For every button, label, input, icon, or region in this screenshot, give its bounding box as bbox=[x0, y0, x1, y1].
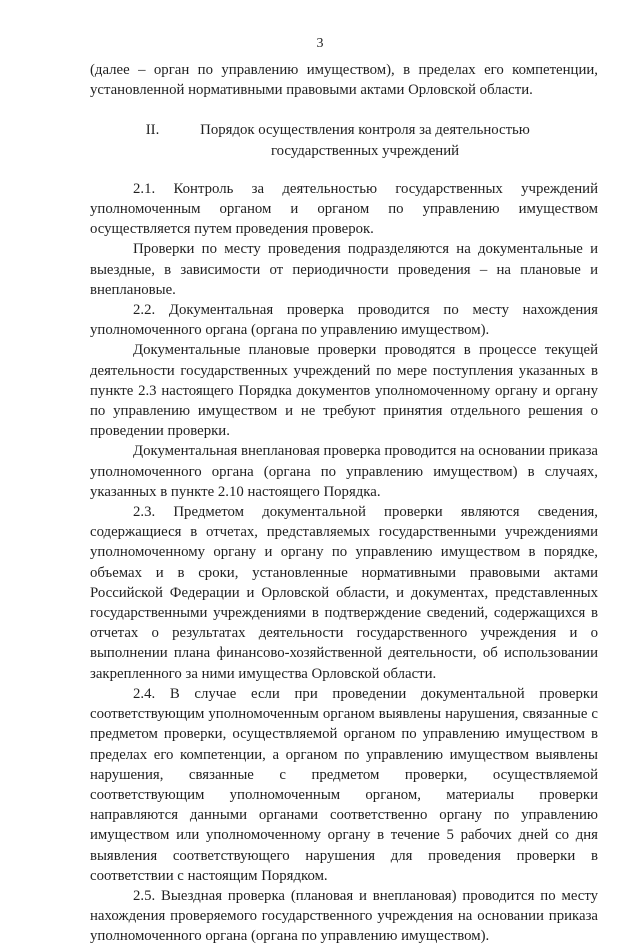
section-heading bbox=[90, 120, 598, 160]
paragraph: 2.1. Контроль за деятельностью государственных учреждений уполномоченным органом и органом по управлению имуществом осуществляется путем проведения проверок. bbox=[90, 180, 598, 238]
paragraph: Документальная внеплановая проверка проводится на основании приказа уполномоченного органа (органа по управлению имуществом) в случаях, указанных в пункте 2.10 настоящего Порядка. bbox=[90, 443, 598, 500]
paragraph: 2.2. Документальная проверка проводится по месту нахождения уполномоченного органа (органа по управлению имуществом). bbox=[90, 302, 598, 339]
section-number: II. bbox=[145, 122, 160, 139]
paragraph: 2.3. Предметом документальной проверки являются сведения, содержащиеся в отчетах, представляемых государственными учреждениями уполномоченному органу и органу по управлению имуществом в порядке, объемах и в сроки, установленные нормативными правовыми актами Российской Федерации и Орловской области, и документах, представленных государственными учреждениями в подтверждение сведений, содержащихся в отчетах о результатах деятельности государственного учреждения и о выполнении плана финансово-хозяйственной деятельности, об использовании закрепленного за ними имущества Орловской области. bbox=[90, 504, 598, 682]
paragraph: 2.5. Выездная проверка (плановая и внеплановая) проводится по месту нахождения проверяемого государственного учреждения на основании приказа уполномоченного органа (органа по управлению имуществом). bbox=[90, 887, 598, 945]
page-number: 3 bbox=[316, 36, 324, 51]
paragraph: 2.4. В случае если при проведении документальной проверки соответствующим уполномоченным органом выявлены нарушения, связанные с предметом проверки, осуществляемой органом по управлению имуществом в пределах его компетенции, а органом по управлению имуществом выявлены нарушения, связанные с предметом проверки, осуществляемой соответствующим уполномоченным органом, материалы проверки направляются данными органами соответственно органу по управлению имуществом или уполномоченному органу в течение 5 рабочих дней со дня выявления соответствующего нарушения для проведения проверки в соответствии с настоящим Порядком. bbox=[90, 685, 598, 884]
section-title: Порядок осуществления контроля за деятельностью государственных учреждений bbox=[200, 122, 530, 159]
paragraph: Документальные плановые проверки проводятся в процессе текущей деятельности государственных учреждений по мере поступления указанных в пункте 2.3 настоящего Порядка документов уполномоченному органу и органу по управлению имуществом и не требуют принятия отдельного решения о проведении проверки. bbox=[90, 342, 598, 440]
paragraph-continuation: (далее – орган по управлению имуществом), в пределах его компетенции, установленной нормативными правовыми актами Орловской области. bbox=[90, 62, 598, 99]
paragraph: Проверки по месту проведения подразделяются на документальные и выездные, в зависимости от периодичности проведения – на плановые и внеплановые. bbox=[90, 241, 598, 298]
document-body bbox=[90, 60, 598, 947]
